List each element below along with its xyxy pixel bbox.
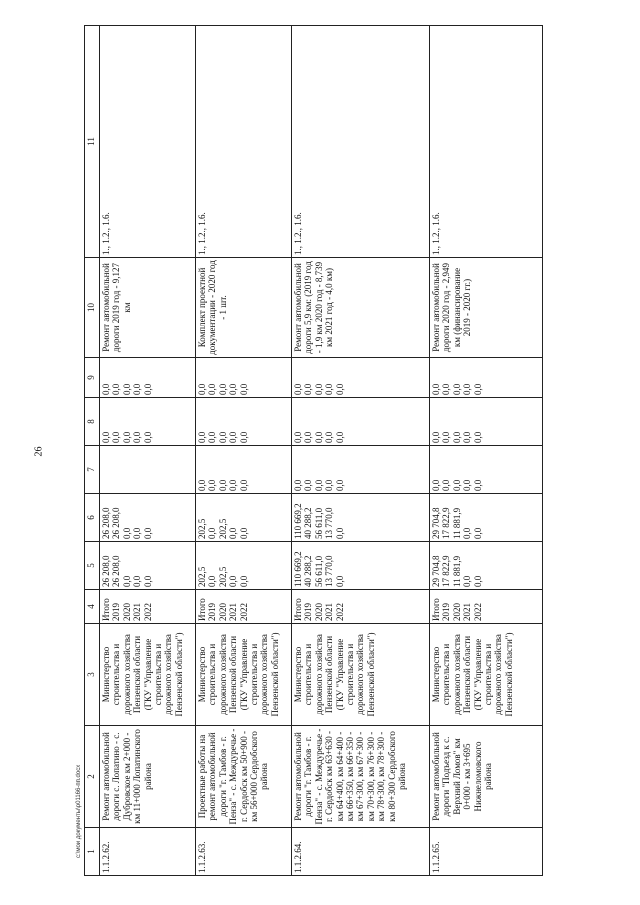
amount-col8-value: 0,0 (451, 431, 462, 443)
executor: Министерство строительства и дорожного хозяйства Пензенской области (ГКУ "Управление строительства и дорожного хозяйства Пензенской области") (430, 624, 543, 726)
amount-col8-value: 0,0 (121, 431, 132, 443)
amount-total-value: 0,0 (238, 575, 249, 587)
col-header: 7 (85, 446, 100, 494)
amount-col9 (100, 358, 196, 398)
amount-col8 (430, 398, 543, 446)
row-number: 1.1.2.64. (292, 828, 430, 876)
year-list-value: 2020 (217, 603, 228, 621)
amount-col9-value: 0,0 (217, 383, 228, 395)
col-header: 10 (85, 258, 100, 358)
amount-regional-value: 0,0 (207, 527, 218, 539)
amount-col9-value: 0,0 (142, 383, 153, 395)
year-list-value: Итого (293, 598, 303, 621)
amount-col8-value: 0,0 (197, 431, 207, 443)
amount-col7-value: 0,0 (324, 479, 335, 491)
amount-regional-value: 202,5 (197, 518, 207, 539)
amount-col9-value: 0,0 (324, 383, 335, 395)
expected-result: Комплект проектной документации - 2020 год - 1 шт. (196, 258, 292, 358)
amount-col8-value: 0,0 (207, 431, 218, 443)
year-list-value: 2022 (334, 603, 345, 621)
rotated-table-area (84, 26, 514, 876)
amount-regional-value: 0,0 (132, 527, 143, 539)
amount-total-value: 26 208,0 (111, 555, 122, 587)
amount-col7-value: 0,0 (228, 479, 239, 491)
amount-col9-value: 0,0 (197, 383, 207, 395)
expected-result: Ремонт автомобильной дороги 5,9 км: (2019 год - 1,9 км 2020 год - 8,739 км 2021 год - 4,0 км) (292, 258, 430, 358)
amount-col8-value: 0,0 (334, 431, 345, 443)
year-list-value: 2020 (121, 603, 132, 621)
amount-col7-value: 0,0 (217, 479, 228, 491)
year-list-value: 2019 (111, 603, 122, 621)
year-list-value: 2020 (451, 603, 462, 621)
program-table (84, 25, 543, 876)
year-list-value: 2021 (462, 603, 473, 621)
amount-col8-value: 0,0 (303, 431, 314, 443)
amount-col8-value: 0,0 (324, 431, 335, 443)
amount-col9-value: 0,0 (228, 383, 239, 395)
amount-regional (100, 494, 196, 542)
indicator-refs: 1., 1.2., 1.6. (100, 26, 196, 258)
amount-col9-value: 0,0 (313, 383, 324, 395)
amount-col7 (196, 446, 292, 494)
amount-total-value: 0,0 (207, 575, 218, 587)
amount-regional (292, 494, 430, 542)
amount-total-value: 40 288,2 (303, 555, 314, 587)
event-name: Ремонт автомобильной дороги "Подъезд к с. Верхний Ломов" км 0+000 - км 3+695 Нижнеломовского района (430, 726, 543, 828)
amount-col9 (430, 358, 543, 398)
amount-total-value: 13 770,0 (324, 555, 335, 587)
amount-total (292, 542, 430, 590)
year-list-value: 2021 (132, 603, 143, 621)
col-header: 9 (85, 358, 100, 398)
indicator-refs: 1., 1.2., 1.6. (430, 26, 543, 258)
col-header: 6 (85, 494, 100, 542)
table-row (196, 26, 292, 876)
amount-col9-value: 0,0 (101, 383, 111, 395)
file-path-footer: c:\мои документы\р01166-пп.docx (76, 764, 82, 858)
year-list-value: 2022 (472, 603, 483, 621)
amount-regional-value: 0,0 (334, 527, 345, 539)
year-list (430, 590, 543, 624)
amount-total (430, 542, 543, 590)
amount-total-value: 0,0 (228, 575, 239, 587)
amount-total-value: 0,0 (472, 575, 483, 587)
amount-regional-value: 56 611,0 (313, 507, 324, 539)
amount-col9-value: 0,0 (207, 383, 218, 395)
amount-col8 (100, 398, 196, 446)
amount-col8 (196, 398, 292, 446)
amount-total (100, 542, 196, 590)
amount-total-value: 0,0 (334, 575, 345, 587)
amount-col8-value: 0,0 (111, 431, 122, 443)
amount-total-value: 0,0 (121, 575, 132, 587)
executor: Министерство строительства и дорожного хозяйства Пензенской области (ГКУ "Управление строительства и дорожного хозяйства Пензенской области") (292, 624, 430, 726)
amount-col7-value: 0,0 (462, 479, 473, 491)
amount-col7-value: 0,0 (238, 479, 249, 491)
amount-col9-value: 0,0 (462, 383, 473, 395)
year-list-value: 2019 (207, 603, 218, 621)
year-list (292, 590, 430, 624)
amount-col9 (196, 358, 292, 398)
amount-col7-value: 0,0 (431, 479, 441, 491)
amount-col8-value: 0,0 (132, 431, 143, 443)
amount-total-value: 0,0 (142, 575, 153, 587)
col-header: 3 (85, 624, 100, 726)
table-row (430, 26, 543, 876)
amount-col7-value: 0,0 (303, 479, 314, 491)
amount-col9-value: 0,0 (111, 383, 122, 395)
executor: Министерство строительства и дорожного хозяйства Пензенской области (ГКУ "Управление строительства и дорожного хозяйства Пензенской области") (196, 624, 292, 726)
amount-col9-value: 0,0 (293, 383, 303, 395)
col-header: 5 (85, 542, 100, 590)
event-name: Проектные работы на ремонт автомобильной дороги "г. Тамбов - г. Пенза" - с. Междуречье - г. Сердобск км 50+900 - км 56+000 Сердобского района (196, 726, 292, 828)
amount-col7-value: 0,0 (472, 479, 483, 491)
amount-regional-value: 11 881,9 (451, 507, 462, 539)
year-list-value: 2021 (228, 603, 239, 621)
amount-col8-value: 0,0 (228, 431, 239, 443)
amount-regional (196, 494, 292, 542)
amount-col8-value: 0,0 (101, 431, 111, 443)
amount-col7-value: 0,0 (197, 479, 207, 491)
page-number: 26 (33, 446, 45, 457)
year-list-value: Итого (101, 598, 111, 621)
row-number: 1.1.2.62. (100, 828, 196, 876)
amount-regional-value: 0,0 (472, 527, 483, 539)
amount-col7-value: 0,0 (451, 479, 462, 491)
amount-total-value: 17 822,9 (441, 555, 452, 587)
amount-regional-value: 0,0 (121, 527, 132, 539)
amount-col7 (100, 446, 196, 494)
amount-total-value: 56 611,0 (313, 555, 324, 587)
amount-col9-value: 0,0 (441, 383, 452, 395)
amount-col8-value: 0,0 (462, 431, 473, 443)
amount-total-value: 0,0 (132, 575, 143, 587)
amount-col7-value: 0,0 (293, 479, 303, 491)
amount-total-value: 29 704,8 (431, 555, 441, 587)
year-list-value: 2019 (441, 603, 452, 621)
row-number: 1.1.2.63. (196, 828, 292, 876)
amount-col9 (292, 358, 430, 398)
amount-col9-value: 0,0 (334, 383, 345, 395)
amount-regional-value: 202,5 (217, 518, 228, 539)
amount-total-value: 0,0 (462, 575, 473, 587)
amount-total-value: 26 208,0 (101, 555, 111, 587)
amount-regional-value: 0,0 (238, 527, 249, 539)
year-list-value: 2022 (142, 603, 153, 621)
amount-col8-value: 0,0 (217, 431, 228, 443)
year-list-value: Итого (197, 598, 207, 621)
amount-col8-value: 0,0 (441, 431, 452, 443)
amount-col9-value: 0,0 (121, 383, 132, 395)
amount-col7 (430, 446, 543, 494)
amount-regional-value: 0,0 (228, 527, 239, 539)
amount-regional-value: 0,0 (462, 527, 473, 539)
amount-total-value: 202,5 (197, 566, 207, 587)
amount-col8-value: 0,0 (472, 431, 483, 443)
table-row (292, 26, 430, 876)
indicator-refs: 1., 1.2., 1.6. (196, 26, 292, 258)
executor: Министерство строительства и дорожного хозяйства Пензенской области (ГКУ "Управление строительства и дорожного хозяйства Пензенской области") (100, 624, 196, 726)
amount-regional-value: 29 704,8 (431, 507, 441, 539)
event-name: Ремонт автомобильной дороги "г. Тамбов - г. Пенза" - с. Междуречье - г. Сердобск км 63+630 - км 64+400, км 64+400 - км 66+350, км 66+350 - км 67+300, км 67+300 - км 70+300, км 76+300 - км 78+300, км 78+300 - км 80+300 Сердобского района (292, 726, 430, 828)
amount-col8-value: 0,0 (293, 431, 303, 443)
col-header: 11 (85, 26, 100, 258)
amount-col9-value: 0,0 (132, 383, 143, 395)
year-list-value: 2022 (238, 603, 249, 621)
amount-col9-value: 0,0 (238, 383, 249, 395)
year-list-value: Итого (431, 598, 441, 621)
amount-col7 (292, 446, 430, 494)
table-row (100, 26, 196, 876)
col-header: 4 (85, 590, 100, 624)
amount-regional-value: 40 288,2 (303, 507, 314, 539)
header-row (85, 26, 100, 876)
col-header: 8 (85, 398, 100, 446)
amount-regional-value: 17 822,9 (441, 507, 452, 539)
amount-regional-value: 110 669,2 (293, 503, 303, 539)
amount-total-value: 11 881,9 (451, 555, 462, 587)
expected-result: Ремонт автомобильной дороги 2020 год - 2,949 км (финансирование 2019 - 2020 гг.) (430, 258, 543, 358)
year-list-value: 2019 (303, 603, 314, 621)
amount-col9-value: 0,0 (451, 383, 462, 395)
amount-col7-value: 0,0 (334, 479, 345, 491)
year-list-value: 2021 (324, 603, 335, 621)
amount-regional-value: 0,0 (142, 527, 153, 539)
amount-regional-value: 26 208,0 (111, 507, 122, 539)
amount-col9-value: 0,0 (303, 383, 314, 395)
amount-col9-value: 0,0 (431, 383, 441, 395)
amount-col8-value: 0,0 (238, 431, 249, 443)
year-list-value: 2020 (313, 603, 324, 621)
amount-regional-value: 13 770,0 (324, 507, 335, 539)
amount-col8-value: 0,0 (313, 431, 324, 443)
amount-regional (430, 494, 543, 542)
row-number: 1.1.2.65. (430, 828, 543, 876)
amount-total-value: 202,5 (217, 566, 228, 587)
expected-result: Ремонт автомобильной дороги 2019 год - 9,127 км (100, 258, 196, 358)
col-header: 2 (85, 726, 100, 828)
amount-col7-value: 0,0 (207, 479, 218, 491)
amount-col8 (292, 398, 430, 446)
amount-col8-value: 0,0 (142, 431, 153, 443)
amount-col9-value: 0,0 (472, 383, 483, 395)
year-list (100, 590, 196, 624)
event-name: Ремонт автомобильной дороги с. Лопатино - с. Дубровское км 2+000 - км 11+000 Лопатинского района (100, 726, 196, 828)
amount-total-value: 110 669,2 (293, 551, 303, 587)
year-list (196, 590, 292, 624)
amount-col7-value: 0,0 (313, 479, 324, 491)
col-header: 1 (85, 828, 100, 876)
amount-total (196, 542, 292, 590)
amount-col8-value: 0,0 (431, 431, 441, 443)
amount-col7-value: 0,0 (441, 479, 452, 491)
amount-regional-value: 26 208,0 (101, 507, 111, 539)
indicator-refs: 1., 1.2., 1.6. (292, 26, 430, 258)
